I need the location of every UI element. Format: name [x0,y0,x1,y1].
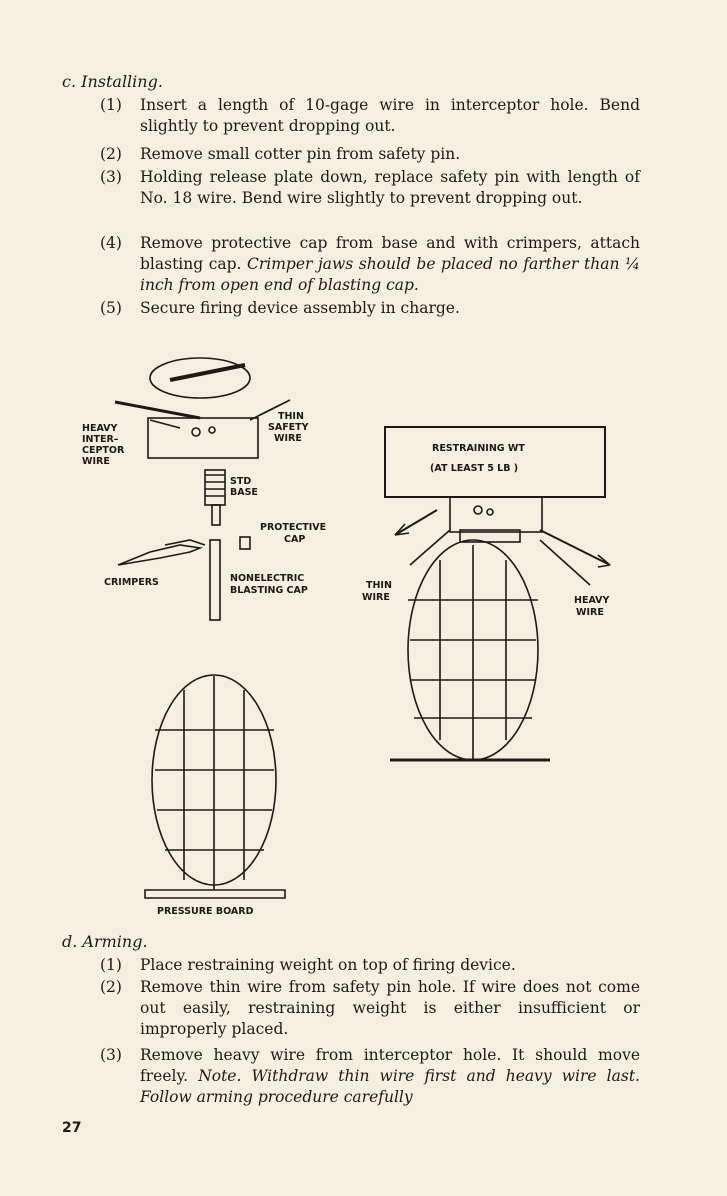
thin-safety-wire-label-1: THIN [278,411,304,422]
grenade-right-drawing [390,530,550,760]
step-emphasis: Crimper jaws should be placed no farther than ¼ inch from open end of blasting cap. [140,255,640,294]
thin-wire-label-1: THIN [366,580,392,591]
section-c-heading: c. Installing. [62,72,163,91]
protective-cap-drawing [240,537,250,549]
step-d3 [100,1045,640,1108]
nonelectric-blasting-cap-label-2: BLASTING CAP [230,585,308,596]
thin-wire-label-2: WIRE [362,592,390,603]
step-text: Remove protective cap from base and with crimpers, attach blasting cap. [140,234,640,273]
restraining-wt-label-1: RESTRAINING WT [432,443,525,454]
grenade-left-drawing [145,675,285,898]
page-number: 27 [62,1120,82,1136]
protective-cap-label-2: CAP [284,534,306,545]
coiled-wire-drawing [150,358,250,398]
step-number: (2) [100,145,122,163]
pressure-board-label: PRESSURE BOARD [157,906,254,917]
heavy-interceptor-wire-label-4: WIRE [82,456,110,467]
step-d1 [100,955,640,976]
heavy-wire-label-2: WIRE [576,607,604,618]
heavy-wire-label-1: HEAVY [574,595,610,606]
pressure-board-drawing [145,890,285,898]
restraining-weight-box [385,427,605,497]
protective-cap-label-1: PROTECTIVE [260,522,327,533]
step-number: (1) [100,96,122,114]
step-emphasis: Note. Withdraw thin wire first and heavy wire last. Follow arming procedure carefully [140,1067,640,1106]
step-text: Insert a length of 10-gage wire in interceptor hole. Bend slightly to prevent dropping out. [140,96,640,135]
step-number: (3) [100,1046,122,1064]
restraining-wt-label-2: (AT LEAST 5 LB ) [430,463,519,474]
step-number: (4) [100,234,122,252]
heavy-interceptor-wire-label-2: INTER– [82,434,119,445]
step-number: (5) [100,299,122,317]
step-text: Remove heavy wire from interceptor hole. It should move freely. [140,1046,640,1085]
step-d2 [100,977,640,1040]
nonelectric-blasting-cap-label-1: NONELECTRIC [230,573,305,584]
step-text: Secure firing device assembly in charge. [140,299,460,317]
release-plate [450,497,542,532]
crimpers-drawing [118,545,200,565]
step-number: (3) [100,168,122,186]
section-d-heading: d. Arming. [62,932,148,951]
step-text: Remove thin wire from safety pin hole. If wire does not come out easily, restraining weight is either insufficient or improperly placed. [140,978,640,1038]
step-text: Place restraining weight on top of firing device. [140,956,516,974]
heavy-interceptor-wire-label-3: CEPTOR [82,445,125,456]
step-number: (1) [100,956,122,974]
step-number: (2) [100,978,122,996]
crimpers-label: CRIMPERS [104,577,159,588]
std-base-label-2: BASE [230,487,258,498]
thin-safety-wire-label-3: WIRE [274,433,302,444]
step-text: Holding release plate down, replace safety pin with length of No. 18 wire. Bend wire slightly to prevent dropping out. [140,168,640,207]
thin-safety-wire-label-2: SAFETY [268,422,309,433]
blasting-cap-drawing [210,540,220,620]
heavy-interceptor-wire-label-1: HEAVY [82,423,118,434]
std-base-label-1: STD [230,476,252,487]
step-text: Remove small cotter pin from safety pin. [140,145,461,163]
